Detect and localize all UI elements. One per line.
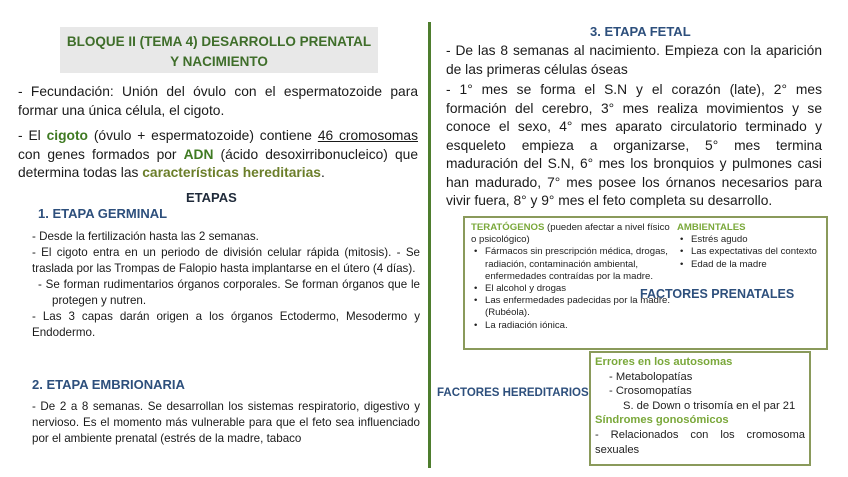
teratogenos-block xyxy=(471,222,677,332)
teratogenos-header: TERATÓGENOS (pueden afectar a nivel físico o psicológico) xyxy=(471,222,670,246)
caracteristicas-term: características hereditarias xyxy=(142,165,321,180)
autosomas-item: S. de Down o trisomía en el par 21 xyxy=(623,399,796,412)
column-divider xyxy=(428,22,431,468)
fetal-paragraph-2: - 1° mes se forma el S.N y el corazón (late), 2° mes formación del cerebro, 3° mes realiza movimientos y se conoce el sexo, 4° mes aparato circulatorio terminado y esqueleto empieza a organizarse, 5° mes termina maduración del S.N, 6° mes los bronquios y pulmones casi han madurado, 7° mes posee los órnanos necesarios para vivir fuera, 8° y 9° mes el feto completa su desarrollo. xyxy=(446,82,822,208)
embrionaria-text: - De 2 a 8 semanas. Se desarrollan los sistemas respiratorio, digestivo y nervioso. Es el momento más vulnerable para que el feto sea influenciado por el ambiente prenatal (estrés de la madre, tabaco xyxy=(32,400,420,445)
cigoto-term: cigoto xyxy=(46,128,88,143)
ambientales-header: AMBIENTALES xyxy=(677,222,746,233)
ambientales-list xyxy=(677,234,822,271)
teratogeno-item: • El alcohol y drogas xyxy=(471,283,677,295)
cigoto-paragraph: - El cigoto (óvulo + espermatozoide) contiene 46 cromosomas con genes formados por ADN (ácido desoxirribonucleico) que determina todas las características hereditarias. xyxy=(18,128,418,180)
ambiental-item: • Estrés agudo xyxy=(677,234,822,246)
fetal-heading: 3. ETAPA FETAL xyxy=(590,24,691,39)
autosomas-item: - Metabolopatías xyxy=(609,370,693,383)
title-line-2: Y NACIMIENTO xyxy=(170,54,268,69)
autosomas-item: - Crosomopatías xyxy=(609,385,692,398)
page-title xyxy=(60,27,378,73)
factores-prenatales-diagram xyxy=(463,216,828,350)
ambientales-block xyxy=(677,222,822,271)
fetal-paragraph-1: - De las 8 semanas al nacimiento. Empieza con la aparición de las primeras células óseas xyxy=(446,43,822,77)
autosomas-header: Errores en los autosomas xyxy=(595,356,733,368)
gonosomicos-text: - Relacionados con los cromosoma sexuales xyxy=(595,428,805,456)
factores-hereditarios-label: FACTORES HEREDITARIOS xyxy=(437,387,589,399)
germinal-list xyxy=(32,229,420,341)
adn-term: ADN xyxy=(183,146,214,162)
teratogeno-item: • Fármacos sin prescripción médica, drogas, radiación, contaminación ambiental, enfermedades contraídas por la madre. xyxy=(471,246,677,283)
gonosomicos-header: Síndromes gonosómicos xyxy=(595,414,729,427)
ambiental-item: • Edad de la madre xyxy=(677,259,822,271)
germinal-item-3: - Se forman rudimentarios órganos corporales. Se forman órganos que le protegen y nutren. xyxy=(38,278,420,307)
germinal-item-1: - Desde la fertilización hasta las 2 semanas. xyxy=(32,230,259,243)
ambiental-item: • Las expectativas del contexto xyxy=(677,246,822,258)
germinal-heading: 1. ETAPA GERMINAL xyxy=(38,206,168,221)
factores-prenatales-label: FACTORES PRENATALES xyxy=(640,287,795,301)
factores-hereditarios-diagram xyxy=(589,351,811,466)
fecundacion-paragraph: - Fecundación: Unión del óvulo con el espermatozoide para formar una única célula, el cigoto. xyxy=(18,84,418,118)
etapas-heading: ETAPAS xyxy=(186,190,237,205)
teratogeno-item: • La radiación iónica. xyxy=(471,320,677,332)
germinal-item-2: - El cigoto entra en un periodo de división celular rápida (mitosis). - Se traslada por las Trompas de Falopio hasta implantarse en el útero (4 días). xyxy=(32,246,420,275)
title-line-1: BLOQUE II (TEMA 4) DESARROLLO PRENATAL xyxy=(66,34,372,49)
embrionaria-heading: 2. ETAPA EMBRIONARIA xyxy=(32,377,185,392)
germinal-item-4: - Las 3 capas darán origen a los órganos Ectodermo, Mesodermo y Endodermo. xyxy=(32,310,420,339)
teratogeno-item: • Las enfermedades padecidas por la madre. (Rubéola). xyxy=(471,295,677,319)
cromosomas-term: 46 cromosomas xyxy=(317,128,418,143)
